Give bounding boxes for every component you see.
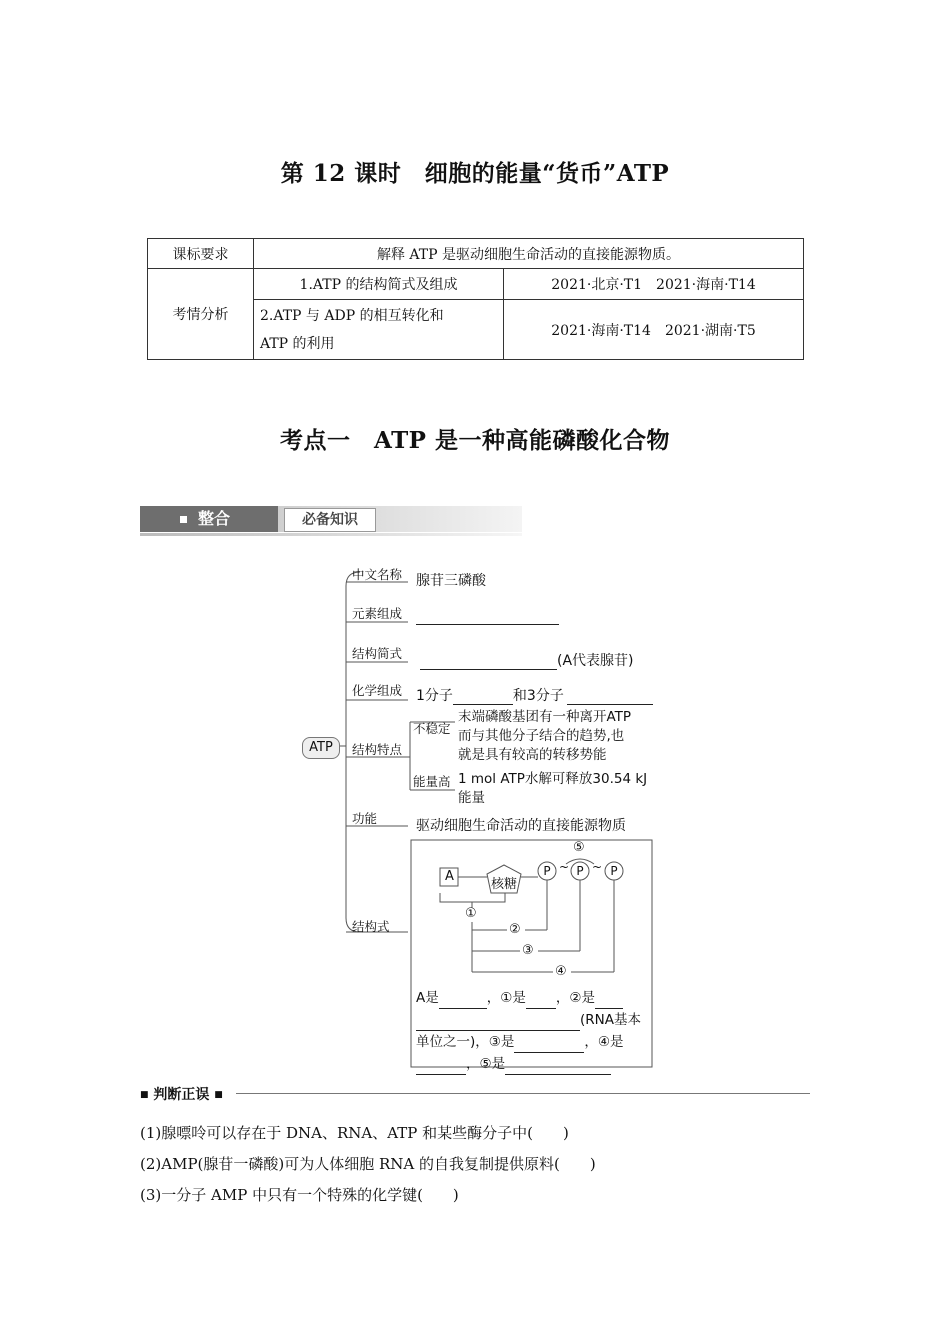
label-elements: 元素组成 — [352, 606, 403, 621]
marker-3: ③ — [522, 943, 534, 958]
judge-question-3: (3)一分子 AMP 中只有一个特殊的化学键( ) — [140, 1186, 459, 1204]
banner-left-label: 整合 — [198, 509, 231, 528]
marker-2: ② — [509, 922, 521, 937]
label-chinese-name: 中文名称 — [352, 567, 403, 582]
ribose-label: 核糖 — [490, 877, 517, 892]
judge-title — [140, 1084, 223, 1104]
blank-formula — [420, 655, 557, 670]
table-topic-2-line2: ATP 的利用 — [260, 335, 335, 352]
marker-5: ⑤ — [573, 840, 585, 855]
blank-3 — [514, 1038, 584, 1053]
phosphate-label-2: P — [576, 864, 584, 878]
label-formula: 结构简式 — [352, 646, 403, 661]
label-structure: 结构式 — [352, 919, 390, 934]
fill-text-rna: (RNA基本 — [580, 1012, 641, 1028]
judge-title-text: 判断正误 — [153, 1087, 210, 1103]
blank-4 — [416, 1060, 466, 1075]
judge-question-2: (2)AMP(腺苷一磷酸)可为人体细胞 RNA 的自我复制提供原料( ) — [140, 1155, 596, 1173]
phosphate-label-1: P — [543, 864, 551, 878]
blank-1 — [526, 994, 556, 1009]
value-chinese-name: 腺苷三磷酸 — [416, 573, 486, 589]
label-characteristics: 结构特点 — [352, 742, 403, 757]
formula-suffix: (A代表腺苷) — [557, 653, 634, 669]
atp-root-label: ATP — [302, 737, 340, 759]
unstable-desc — [458, 708, 631, 765]
marker-1: ① — [465, 906, 477, 921]
blank-2b — [416, 1016, 580, 1031]
struct-fill-text — [416, 987, 648, 1075]
label-function: 功能 — [352, 811, 378, 826]
formula-row — [420, 650, 634, 670]
banner-right-label: 必备知识 — [284, 508, 376, 532]
composition-text-2: 和3分子 — [512, 688, 564, 704]
bond-tilde-1: ~ — [559, 860, 570, 874]
fill-line-1 — [416, 987, 648, 1009]
fill-text-a: A是 — [416, 990, 439, 1006]
label-high-energy: 能量高 — [413, 774, 451, 789]
table-standard-content: 解释 ATP 是驱动细胞生命活动的直接能源物质。 — [254, 239, 804, 269]
phosphate-label-3: P — [610, 864, 618, 878]
table-source-1: 2021·北京·T1 2021·海南·T14 — [504, 269, 804, 300]
table-topic-1: 1.ATP 的结构简式及组成 — [254, 269, 504, 300]
fill-text-1: ，①是 — [486, 990, 526, 1006]
fill-line-2 — [416, 1009, 648, 1031]
label-composition: 化学组成 — [352, 683, 403, 698]
blank-2a — [595, 994, 623, 1009]
blank-composition-2 — [567, 690, 653, 705]
struct-bracket — [440, 893, 505, 902]
fill-line-3 — [416, 1031, 648, 1053]
fill-text-3: 单位之一)，③是 — [416, 1034, 515, 1050]
high-energy-line-2: 能量 — [458, 790, 485, 806]
judge-square-icon: ■ — [140, 1090, 149, 1100]
fill-text-2: ，②是 — [555, 990, 595, 1006]
unstable-line-2: 而与其他分子结合的趋势,也 — [458, 728, 625, 744]
label-unstable: 不稳定 — [413, 721, 451, 736]
blank-elements — [416, 610, 559, 625]
bond-tilde-2: ~ — [592, 860, 603, 874]
unstable-line-3: 就是具有较高的转移势能 — [458, 747, 607, 763]
table-label-analysis: 考情分析 — [148, 269, 254, 360]
judge-square-icon-right: ■ — [214, 1090, 223, 1100]
high-energy-line-1: 1 mol ATP水解可释放30.54 kJ — [458, 771, 648, 787]
adenine-label: A — [445, 869, 454, 884]
blank-a — [439, 994, 487, 1009]
fill-text-5: ，⑤是 — [466, 1056, 506, 1072]
table-label-standard: 课标要求 — [148, 239, 254, 269]
blank-5 — [505, 1060, 611, 1075]
unstable-line-1: 末端磷酸基团有一种离开ATP — [458, 709, 632, 725]
value-function: 驱动细胞生命活动的直接能源物质 — [416, 818, 626, 834]
table-topic-2-line1: 2.ATP 与 ADP 的相互转化和 — [260, 307, 444, 324]
composition-row — [416, 685, 653, 705]
page-title: 第 12 课时 细胞的能量“货币”ATP — [280, 160, 670, 187]
judge-divider — [236, 1093, 810, 1094]
table-source-2: 2021·海南·T14 2021·湖南·T5 — [504, 300, 804, 360]
composition-text-1: 1分子 — [416, 688, 453, 704]
high-energy-desc — [458, 770, 647, 808]
section-title: 考点一 ATP 是一种高能磷酸化合物 — [279, 427, 670, 454]
fill-text-4: ，④是 — [584, 1034, 624, 1050]
judge-header — [140, 1084, 810, 1104]
blank-composition-1 — [453, 690, 513, 705]
fill-line-4 — [416, 1053, 648, 1075]
marker-4: ④ — [555, 964, 567, 979]
judge-question-1: (1)腺嘌呤可以存在于 DNA、RNA、ATP 和某些酶分子中( ) — [140, 1124, 569, 1142]
